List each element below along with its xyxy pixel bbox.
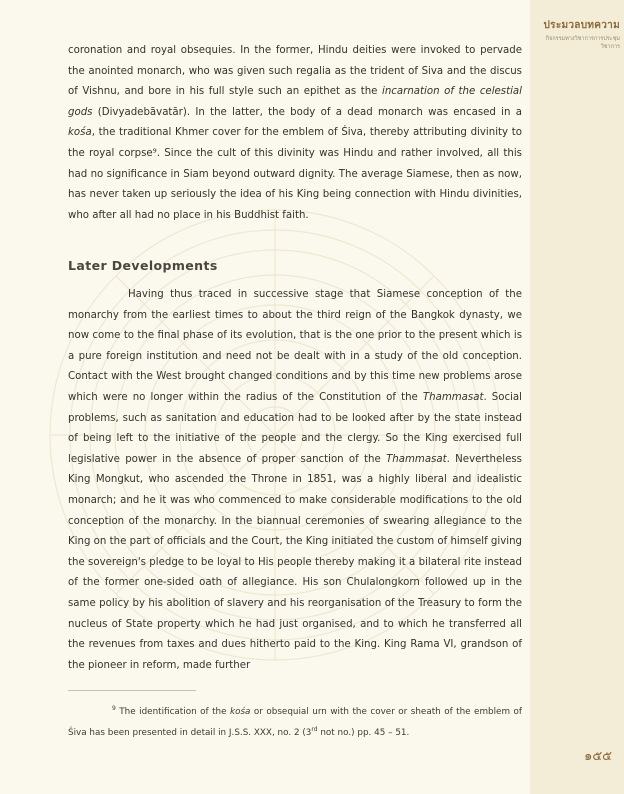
footnote-text-c: not no.) pp. 45 – 51. <box>317 727 410 738</box>
footnote-text-b: or obsequial urn with the cover or sheath of the emblem of Śiva has been presented in detail in J.S.S. XXX, no. 2 (3 <box>68 706 522 738</box>
paragraph-coronation <box>68 41 522 226</box>
footnote <box>68 700 522 742</box>
paragraph1-italic-a: incarnation of the celestial gods <box>68 86 522 118</box>
paragraph2-text-b: . Social problems, such as sanitation and education had to be looked after by the state instead of being left to the initiative of the people and the clergy. So the King exercised full legislative power in the absence of proper sanction of the <box>68 391 522 465</box>
paragraph2-text-c: . Nevertheless King Mongkut, who ascended the Throne in 1851, was a highly liberal and idealistic monarch; and he it was who commenced to make considerable modifications to the old conception of the monarchy. In the biannual ceremonies of swearing allegiance to the King on the part of officials and the Court, the King initiated the custom of himself giving the sovereign's pledge to be loyal to His people thereby making it a bilateral rite instead of the former one-sided oath of allegiance. His son Chulalongkorn followed up in the same policy by his abolition of slavery and his reorganisation of the Treasury to form the nucleus of State property which he had just organised, and to which he transferred all the revenues from taxes and dues hitherto paid to the King. King Rama VI, grandson of the pioneer in reform, made further <box>68 453 522 671</box>
paragraph1-text-b: (Divyadebāvatār). In the latter, the body of a dead monarch was encased in a <box>92 106 522 118</box>
paragraph1-italic-b: kośa <box>68 127 92 139</box>
paragraph-later-developments <box>68 285 522 676</box>
section-heading: Later Developments <box>68 258 218 273</box>
footnote-marker: 9 <box>112 705 116 712</box>
footnote-text-a: The identification of the <box>115 706 230 717</box>
footnote-divider <box>68 690 196 691</box>
footnote-superscript: rd <box>311 725 318 733</box>
page-number: ๑๕๕ <box>584 749 612 764</box>
paragraph2-italic-a: Thammasat <box>422 391 484 403</box>
paragraph1-text-a: coronation and royal obsequies. In the former, Hindu deities were invoked to pervade the anointed monarch, who was given such regalia as the trident of Siva and the discus of Vishnu, and bore in his full style such an epithet as the <box>68 45 522 98</box>
paragraph2-text-a: Having thus traced in successive stage that Siamese conception of the monarchy from the earliest times to about the third reign of the Bangkok dynasty, we now come to the final phase of its evolution, that is the one prior to the present which is a pure foreign institution and need not be dealt with in a study of the old conception. Contact with the West brought changed conditions and by this time new problems arose which were no longer within the radius of the Constitution of the <box>68 289 522 403</box>
paragraph2-italic-b: Thammasat <box>386 453 447 465</box>
footnote-italic: kośa <box>229 706 251 717</box>
page-margin-band <box>530 0 624 794</box>
paragraph1-text-c: , the traditional Khmer cover for the emblem of Śiva, thereby attributing divinity to the royal corpse⁹. Since the cult of this divinity was Hindu and rather involved, all this had no significance in Siam beyond outward dignity. The average Siamese, then as now, has never taken up seriously the idea of his King being connection with Hindu divinities, who after all had no place in his Buddhist faith. <box>68 127 522 221</box>
header-logo <box>532 18 620 51</box>
header-subtitle: กิจกรรมทางวิชาการการประชุมวิชาการ <box>545 36 620 50</box>
header-title: ประมวลบทความ <box>543 20 620 31</box>
